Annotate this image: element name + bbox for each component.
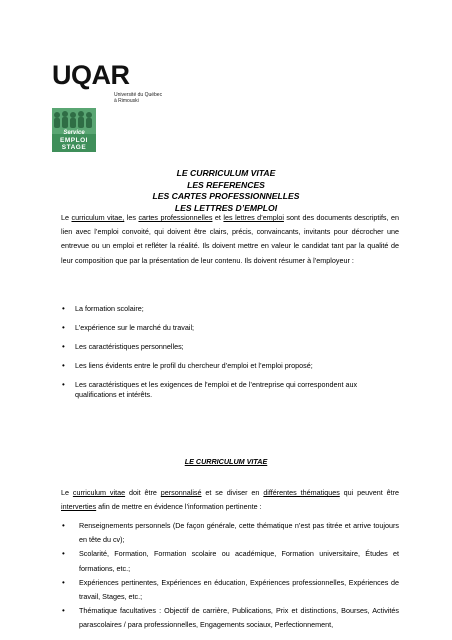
intro-text: et	[212, 213, 224, 222]
lettres-emploi-link: les lettres d’emploi	[223, 213, 284, 222]
list-item: • Renseignements personnels (De façon générale, cette thématique n’est pas titrée et arrive toujours en tête du cv);	[61, 519, 399, 547]
badge-line: Service	[63, 130, 85, 136]
cv-text: afin de mettre en évidence l’information pertinente :	[96, 502, 262, 512]
intro-text: les	[124, 213, 139, 222]
cv-text: Le	[61, 488, 73, 497]
badge-line: EMPLOI	[60, 137, 88, 144]
cv-text: qui peuvent être	[339, 488, 400, 497]
document-title	[40, 168, 412, 214]
intro-bullet-list	[61, 304, 399, 409]
badge-label	[52, 130, 96, 151]
intro-paragraph	[61, 211, 399, 268]
logo-wordmark: UQAR	[52, 60, 130, 90]
interverties-link: interverties	[61, 502, 97, 512]
title-line: LE CURRICULUM VITAE	[176, 168, 276, 178]
curriculum-vitae-link: curriculum vitae	[72, 488, 126, 497]
badge-line: STAGE	[61, 144, 87, 151]
service-emploi-stage-badge	[52, 108, 96, 152]
title-line: LES CARTES PROFESSIONNELLES	[152, 191, 300, 201]
differentes-thematiques-link: différentes thématiques	[263, 488, 340, 497]
cv-text: doit être	[125, 488, 161, 497]
list-item: • Les caractéristiques personnelles;	[61, 342, 399, 352]
list-item: • Les liens évidents entre le profil du chercheur d’emploi et l’emploi proposé;	[61, 361, 399, 371]
curriculum-vitae-link: curriculum vitae,	[71, 213, 125, 222]
intro-text: Le	[61, 213, 72, 222]
personnalise-link: personnalisé	[160, 488, 202, 497]
cv-text: et se diviser en	[201, 488, 264, 497]
section-heading: LE CURRICULUM VITAE	[184, 457, 268, 466]
logo-subtitle	[114, 92, 184, 104]
cartes-professionnelles-link: cartes professionnelles	[138, 213, 213, 222]
title-line: LES LETTRES D’EMPLOI	[174, 202, 278, 213]
list-item: • Scolarité, Formation, Formation scolaire ou académique, Formation universitaire, Études et formations, etc.;	[61, 547, 399, 575]
list-item: • Expériences pertinentes, Expériences en éducation, Expériences professionnelles, Expériences de travail, Stages, etc.;	[61, 576, 399, 604]
list-item: • Les caractéristiques et les exigences de l’emploi et de l’entreprise qui correspondent aux qualifications et intérêts.	[61, 380, 399, 399]
logo-subtitle-line: à Rimouski	[114, 98, 139, 104]
title-line: LES REFERENCES	[187, 179, 265, 190]
uqar-logo	[52, 62, 182, 162]
list-item: • L’expérience sur le marché du travail;	[61, 323, 399, 333]
cv-paragraph	[61, 486, 399, 514]
intro-text: sont des documents descriptifs, en lien avec l’emploi convoité, qui doivent être clairs, précis, convaincants, invitants pour décrocher une entrevue ou un emploi et refléter la réalité. Ils doivent mettre en valeur le candidat tant par la qualité de leur composition que par la présentation de leur contenu. Ils doivent résumer à l’employeur :	[61, 213, 400, 265]
logo-subtitle-line: Université du Québec	[114, 92, 163, 98]
list-item: • Thématique facultatives : Objectif de carrière, Publications, Prix et distinctions, Bourses, Activités parascolaires / para professionnelles, Engagements sociaux, Perfectionnement,	[61, 604, 399, 632]
cv-bullet-list	[61, 519, 399, 633]
list-item: • La formation scolaire;	[61, 304, 399, 314]
